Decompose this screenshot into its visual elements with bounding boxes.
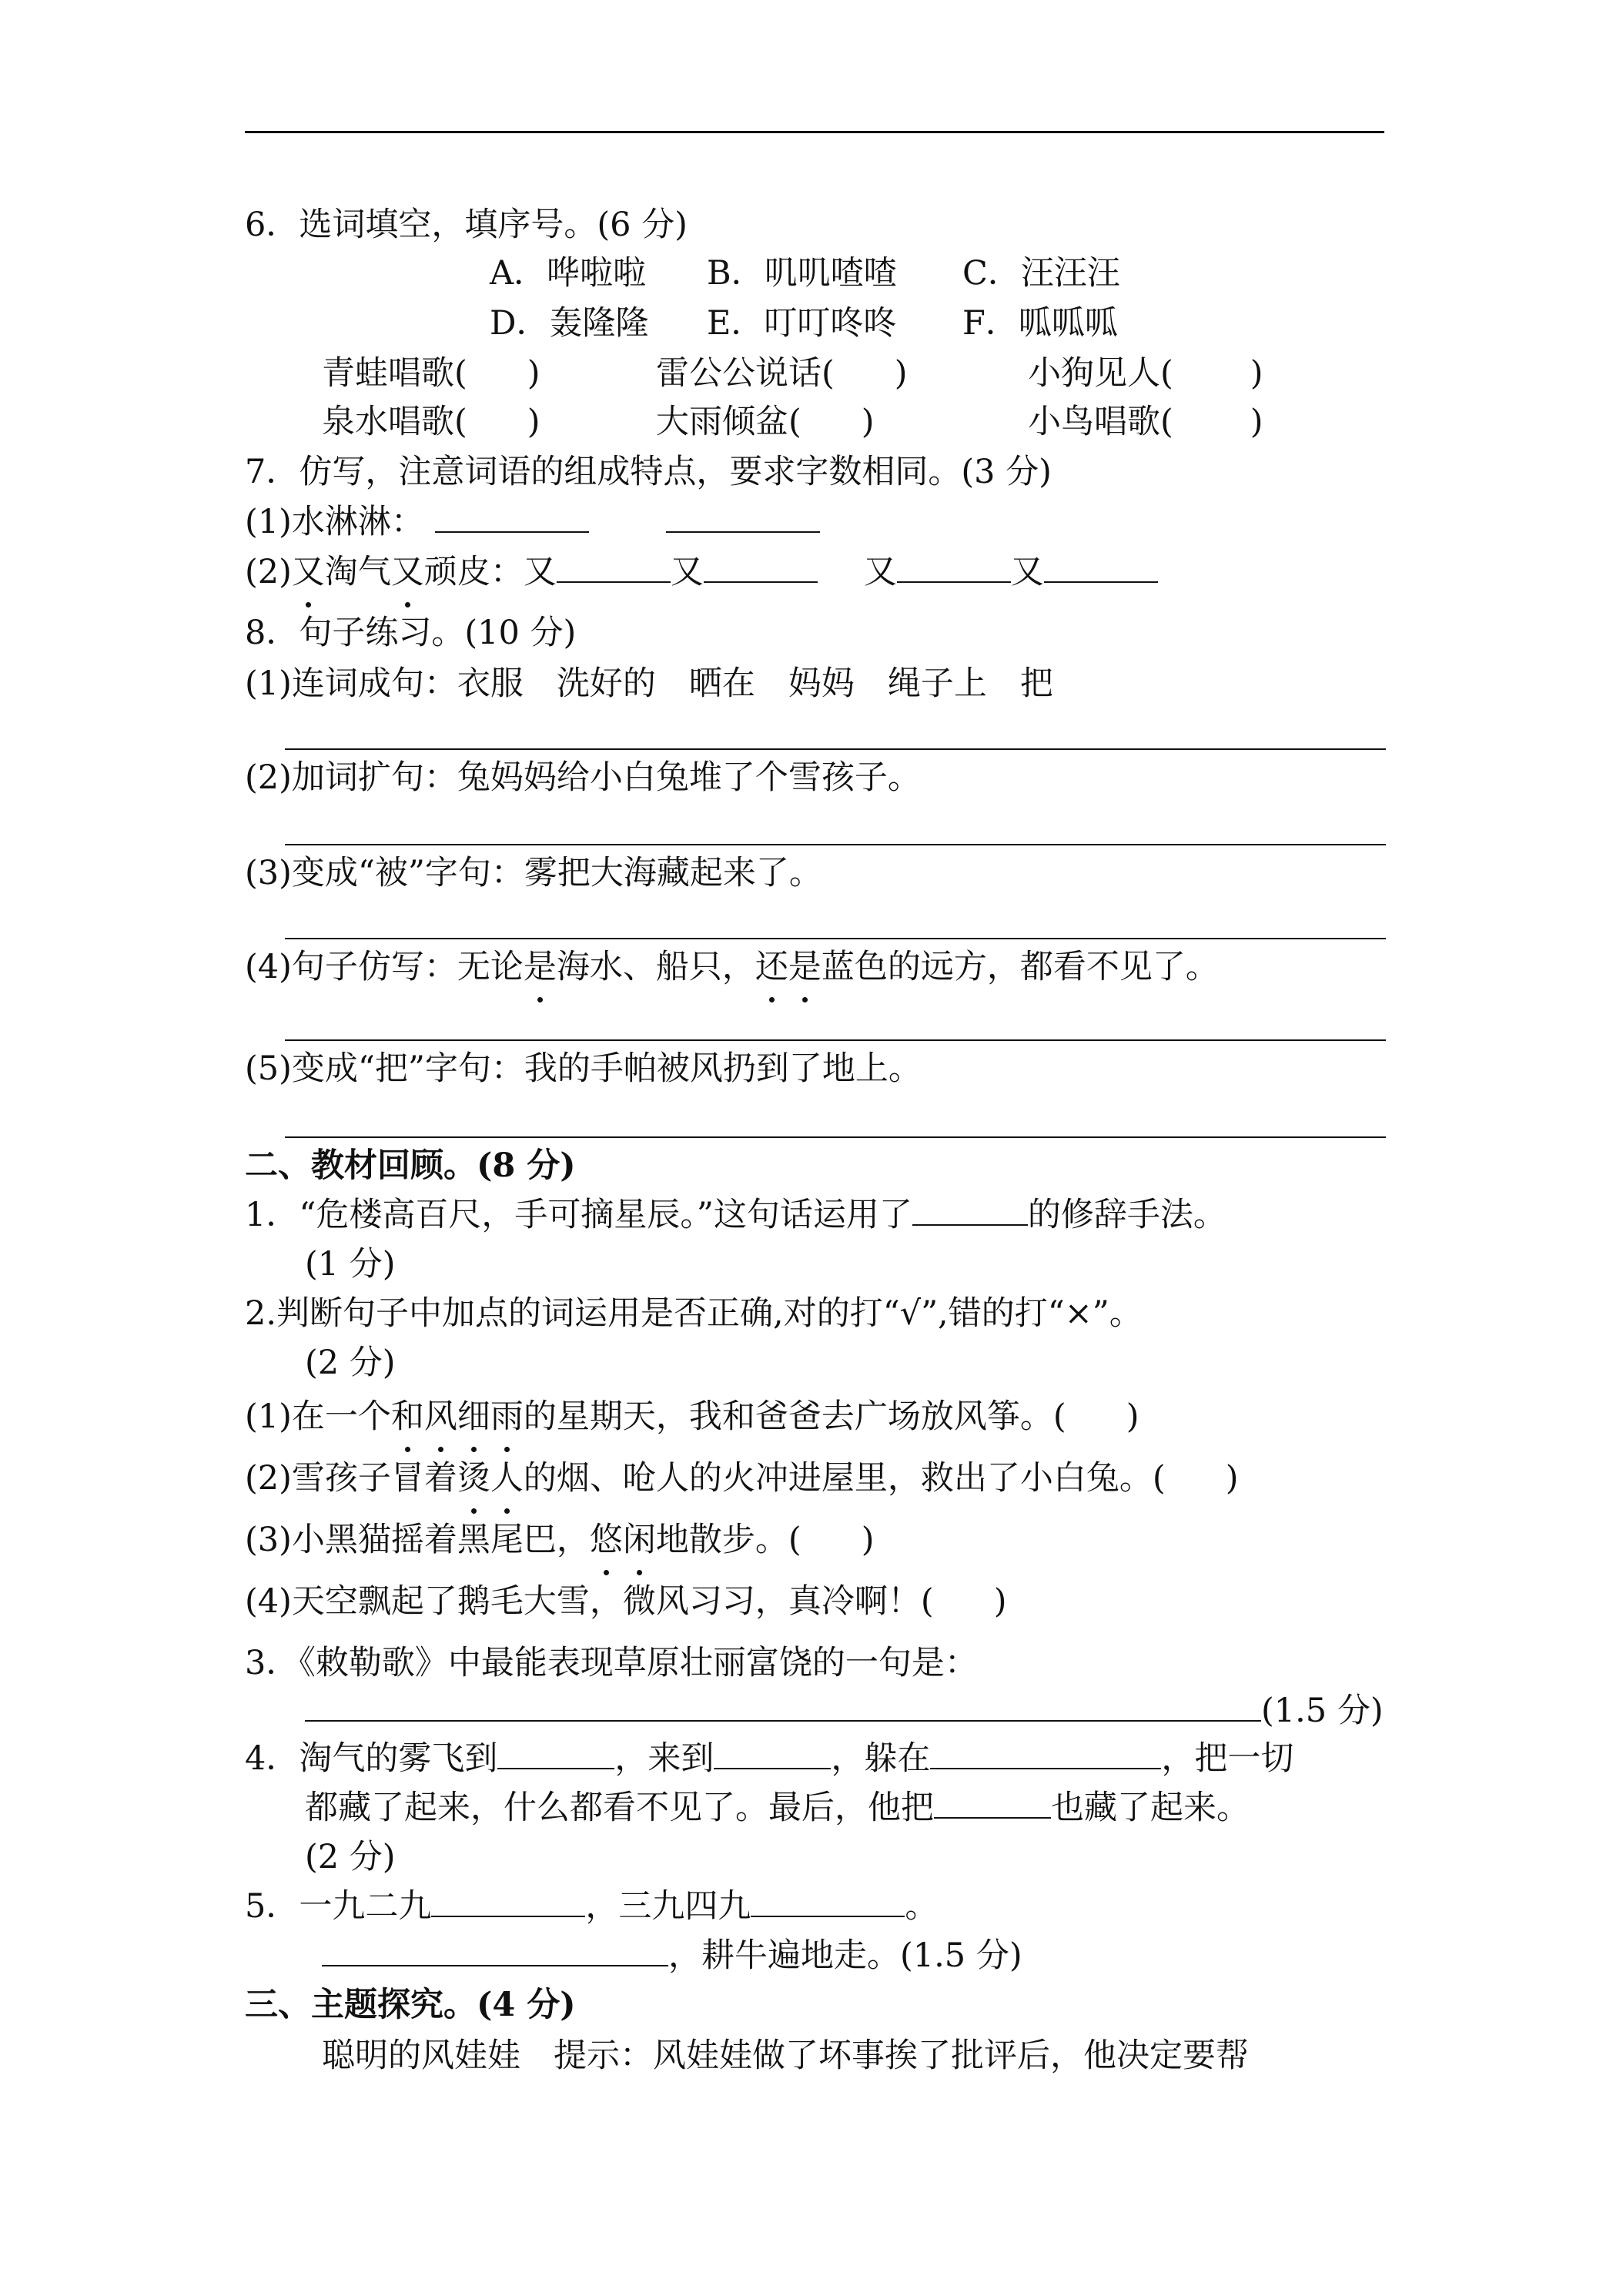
blank[interactable] [704, 549, 818, 583]
q6-row1-item1: 青蛙唱歌( ) [322, 354, 540, 393]
q7-title: 7．仿写，注意词语的组成特点，要求字数相同。(3 分) [245, 453, 1052, 491]
s3-line1: 聪明的风娃娃 提示：风娃娃做了坏事挨了批评后，他决定要帮 [322, 2037, 1249, 2075]
blank[interactable] [497, 1735, 614, 1769]
s2-q1-score: (1 分) [305, 1245, 396, 1284]
s2-q4-line2: 都藏了起来，什么都看不见了。最后，他把 也藏了起来。 [305, 1785, 1250, 1831]
q8-item5: (5)变成“把”字句：我的手帕被风扔到了地上。 [245, 1049, 922, 1088]
s2-q5-line1: 5．一九二九 ，三九四九 。 [245, 1883, 938, 1930]
answer-line[interactable] [285, 938, 1386, 939]
q8-title: 8．句子练习。(10 分) [245, 614, 577, 652]
top-rule [245, 131, 1384, 133]
blank[interactable] [751, 1883, 905, 1917]
section-3-title: 三、主题探究。(4 分) [245, 1986, 576, 2024]
q6-row2-item2: 大雨倾盆( ) [656, 403, 875, 441]
q8-item1: (1)连词成句：衣服 洗好的 晒在 妈妈 绳子上 把 [245, 664, 1053, 703]
section-2-title: 二、教材回顾。(8 分) [245, 1146, 576, 1185]
q6-title: 6．选词填空，填序号。(6 分) [245, 206, 688, 244]
s2-q3: 3．《敕勒歌》中最能表现草原壮丽富饶的一句是： [245, 1644, 978, 1682]
blank[interactable] [666, 499, 820, 533]
answer-line[interactable] [285, 1136, 1386, 1138]
s2-q4-score: (2 分) [305, 1838, 396, 1876]
blank[interactable] [714, 1735, 831, 1769]
s2-q2: 2.判断句子中加点的词运用是否正确,对的打“√”,错的打“×”。 [245, 1294, 1143, 1333]
s2-judge-1: (1)在一个和风细雨的星期天，我和爸爸去广场放风筝。( ) [245, 1394, 1139, 1440]
s2-q1: 1．“危楼高百尺，手可摘星辰。”这句话运用了 的修辞手法。 [245, 1192, 1226, 1238]
answer-line[interactable] [285, 844, 1386, 845]
q6-row1-item3: 小狗见人( ) [1028, 354, 1263, 393]
q6-row1-item2: 雷公公说话( ) [656, 354, 908, 393]
s2-judge-3: (3)小黑猫摇着黑尾巴，悠闲地散步。( ) [245, 1517, 874, 1563]
q7-item2: (2)又淘气又顽皮：又 又 又 又 [245, 549, 1158, 595]
blank[interactable] [557, 549, 671, 583]
q8-item3: (3)变成“被”字句：雾把大海藏起来了。 [245, 854, 822, 892]
answer-line[interactable] [285, 1039, 1386, 1041]
q6-option-b: B．叽叽喳喳 [707, 254, 897, 293]
blank[interactable] [930, 1735, 1161, 1769]
q6-option-d: D．轰隆隆 [490, 304, 649, 343]
q7-item1: (1)水淋淋： [245, 499, 820, 545]
q6-option-a: A．哗啦啦 [490, 254, 647, 293]
s2-judge-2: (2)雪孩子冒着烫人的烟、呛人的火冲进屋里，救出了小白兔。( ) [245, 1455, 1238, 1501]
blank[interactable] [934, 1785, 1051, 1819]
blank[interactable] [435, 499, 589, 533]
q8-item2: (2)加词扩句：兔妈妈给小白兔堆了个雪孩子。 [245, 758, 921, 797]
blank[interactable] [322, 1933, 668, 1966]
q8-item4: (4)句子仿写：无论是海水、船只，还是蓝色的远方，都看不见了。 [245, 944, 1219, 990]
blank[interactable] [1044, 549, 1158, 583]
q6-option-c: C．汪汪汪 [962, 254, 1120, 293]
s2-q5-line2: ，耕牛遍地走。(1.5 分) [322, 1933, 1022, 1979]
blank[interactable] [897, 549, 1011, 583]
s2-q3-answer: (1.5 分) [305, 1688, 1384, 1734]
answer-line[interactable] [285, 748, 1386, 750]
blank[interactable] [912, 1192, 1028, 1226]
q6-row2-item1: 泉水唱歌( ) [322, 403, 540, 441]
q6-row2-item3: 小鸟唱歌( ) [1028, 403, 1263, 441]
q6-option-f: F．呱呱呱 [962, 304, 1118, 343]
blank[interactable] [431, 1883, 585, 1917]
s2-judge-4: (4)天空飘起了鹅毛大雪，微风习习，真冷啊！( ) [245, 1582, 1007, 1621]
s2-q2-score: (2 分) [305, 1344, 396, 1382]
blank[interactable] [305, 1688, 1261, 1722]
q6-option-e: E．叮叮咚咚 [707, 304, 897, 343]
s2-q4-line1: 4．淘气的雾飞到 ，来到 ，躲在 ，把一切 [245, 1735, 1293, 1782]
